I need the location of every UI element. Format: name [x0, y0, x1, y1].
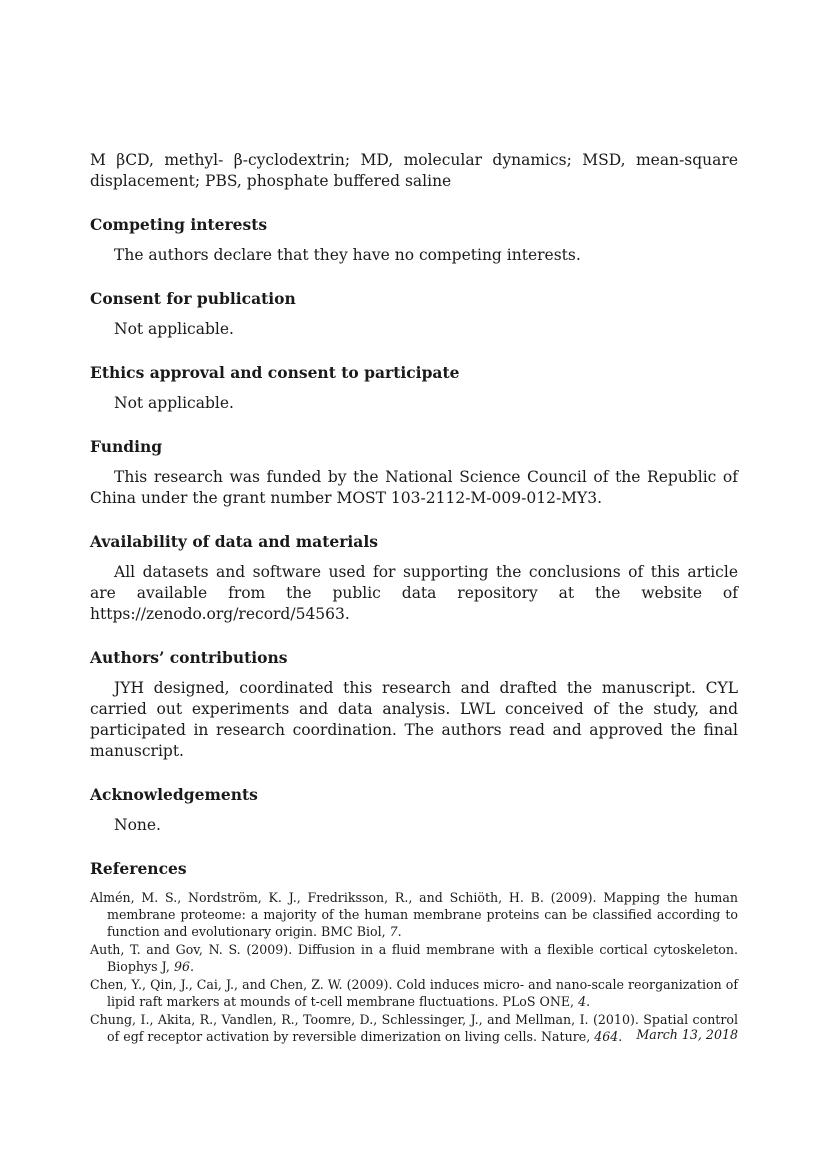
reference-text: Almén, M. S., Nordström, K. J., Fredriksson, R., and Schiöth, H. B. (2009). Mapping the human membrane proteome: a majority of the human membrane proteins can be classified according to function and evolutionary origin. BMC Biol,	[90, 890, 738, 939]
section-title: Authors’ contributions	[90, 648, 288, 667]
section-availability-of-data	[90, 531, 738, 625]
reference-text: Chen, Y., Qin, J., Cai, J., and Chen, Z. W. (2009). Cold induces micro- and nano-scale reorganization of lipid raft markers at mounds of t-cell membrane fluctuations. PLoS ONE,	[90, 977, 738, 1009]
section-body: JYH designed, coordinated this research and drafted the manuscript. CYL carried out experiments and data analysis. LWL conceived of the study, and participated in research coordination. The authors read and approved the final manuscript.	[90, 679, 738, 760]
section-body: None.	[114, 816, 161, 834]
reference-item	[90, 889, 738, 940]
section-body: The authors declare that they have no competing interests.	[114, 246, 581, 264]
reference-end: .	[586, 994, 591, 1009]
section-funding	[90, 436, 738, 509]
abbreviations-paragraph: M βCD, methyl- β-cyclodextrin; MD, molecular dynamics; MSD, mean-square displacement; PBS, phosphate buffered saline	[90, 151, 738, 190]
reference-volume: 4	[578, 994, 587, 1009]
section-body: Not applicable.	[114, 394, 234, 412]
reference-end: .	[397, 924, 402, 939]
references-section	[90, 858, 738, 1045]
reference-item	[90, 941, 738, 975]
reference-volume: 464	[594, 1029, 619, 1044]
reference-end: .	[618, 1029, 623, 1044]
references-title: References	[90, 859, 187, 878]
reference-end: .	[189, 959, 194, 974]
section-consent-for-publication	[90, 288, 738, 340]
section-title: Funding	[90, 437, 163, 456]
section-title: Consent for publication	[90, 289, 296, 308]
section-acknowledgements	[90, 784, 738, 836]
reference-volume: 96	[173, 959, 190, 974]
footer-date: March 13, 2018	[636, 1027, 738, 1042]
section-title: Availability of data and materials	[90, 532, 378, 551]
section-body: All datasets and software used for supporting the conclusions of this article are available from the public data repository at the website of https://zenodo.org/record/54563.	[90, 563, 738, 623]
section-authors-contributions	[90, 647, 738, 762]
section-body: This research was funded by the National Science Council of the Republic of China under the grant number MOST 103-2112-M-009-012-MY3.	[90, 468, 738, 507]
section-ethics-approval	[90, 362, 738, 414]
reference-item	[90, 976, 738, 1010]
section-body: Not applicable.	[114, 320, 234, 338]
reference-text: Chung, I., Akita, R., Vandlen, R., Toomre, D., Schlessinger, J., and Mellman, I. (2010). Spatial control of egf receptor activation by reversible dimerization on living cells. Nature,	[90, 1012, 738, 1044]
section-title: Acknowledgements	[90, 785, 258, 804]
section-title: Ethics approval and consent to participate	[90, 363, 460, 382]
section-competing-interests	[90, 214, 738, 266]
reference-list	[90, 889, 738, 1045]
page-content	[90, 150, 738, 1046]
reference-volume: 7	[389, 924, 398, 939]
reference-text: Auth, T. and Gov, N. S. (2009). Diffusion in a fluid membrane with a flexible cortical cytoskeleton. Biophys J,	[90, 942, 738, 974]
section-title: Competing interests	[90, 215, 268, 234]
